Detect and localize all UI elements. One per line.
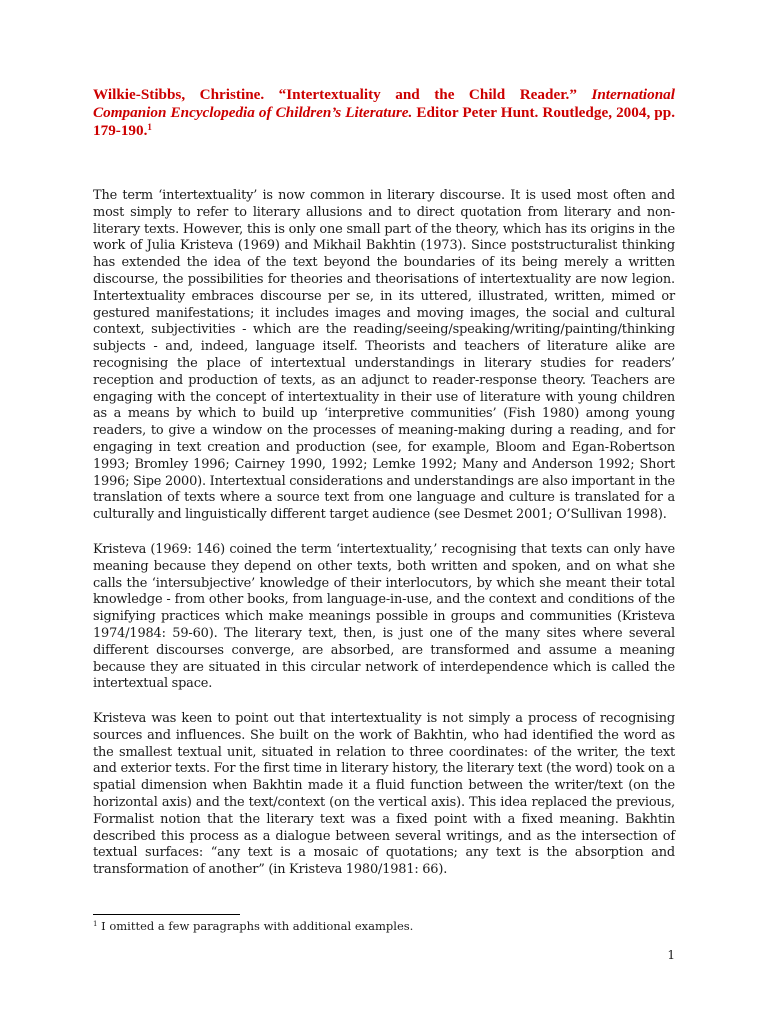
citation-details: Editor Peter Hunt. Routledge, 2004, pp. 179-190. bbox=[93, 104, 675, 139]
citation-article-title: “Intertextuality and the Child Reader.” bbox=[278, 86, 577, 103]
page-number: 1 bbox=[667, 948, 675, 962]
footnote-marker: 1 bbox=[93, 920, 98, 928]
citation-heading bbox=[93, 86, 675, 140]
body-paragraph: Kristeva was keen to point out that intertextuality is not simply a process of recognising sources and influences. She built on the work of Bakhtin, who had identified the word as the smallest textual unit, situated in relation to three coordinates: of the writer, the text and exterior texts. For the first time in literary history, the literary text (the word) took on a spatial dimension when Bakhtin made it a fluid function between the writer/text (on the horizontal axis) and the text/context (on the vertical axis). This idea replaced the previous, Formalist notion that the literary text was a fixed point with a fixed meaning. Bakhtin described this process as a dialogue between several writings, and as the intersection of textual surfaces: “any text is a mosaic of quotations; any text is the absorption and transformation of another” (in Kristeva 1980/1981: 66). bbox=[93, 711, 675, 878]
body-paragraph: Kristeva (1969: 146) coined the term ‘intertextuality,’ recognising that texts can only have meaning because they depend on other texts, both written and spoken, and on what she calls the ‘intersubjective’ knowledge of their interlocutors, by which she meant their total knowledge - from other books, from language-in-use, and the context and conditions of the signifying practices which make meanings possible in groups and communities (Kristeva 1974/1984: 59-60). The literary text, then, is just one of the many sites where several different discourses converge, are absorbed, are transformed and assume a meaning because they are situated in this circular network of interdependence which is called the intertextual space. bbox=[93, 542, 675, 692]
citation-authors: Wilkie-Stibbs, Christine. bbox=[93, 86, 265, 103]
body-paragraph: The term ‘intertextuality’ is now common in literary discourse. It is used most often and most simply to refer to literary allusions and to direct quotation from literary and non-literary texts. However, this is only one small part of the theory, which has its origins in the work of Julia Kristeva (1969) and Mikhail Bakhtin (1973). Since poststructuralist thinking has extended the idea of the text beyond the boundaries of its being merely a written discourse, the possibilities for theories and theorisations of intertextuality are now legion. Intertextuality embraces discourse per se, in its uttered, illustrated, written, mimed or gestured manifestations; it includes images and moving images, the social and cultural context, subjectivities - which are the reading/seeing/speaking/writing/painting/thinking subjects - and, indeed, language itself. Theorists and teachers of literature alike are recognising the place of intertextual understandings in literary studies for readers’ reception and production of texts, as an adjunct to reader-response theory. Teachers are engaging with the concept of intertextuality in their use of literature with young children as a means by which to build up ‘interpretive communities’ (Fish 1980) among young readers, to give a window on the processes of meaning-making during a reading, and for engaging in text creation and production (see, for example, Bloom and Egan-Robertson 1993; Bromley 1996; Cairney 1990, 1992; Lemke 1992; Many and Anderson 1992; Short 1996; Sipe 2000). Intertextual considerations and understandings are also important in the translation of texts where a source text from one language and culture is translated for a culturally and linguistically different target audience (see Desmet 2001; O’Sullivan 1998). bbox=[93, 188, 675, 523]
footnote-divider bbox=[93, 914, 240, 915]
citation-publication: International Companion Encyclopedia of Children’s Literature. bbox=[93, 86, 675, 121]
footnote bbox=[93, 919, 653, 934]
footnote-text: I omitted a few paragraphs with additional examples. bbox=[101, 919, 414, 933]
footnote-reference[interactable]: 1 bbox=[147, 122, 152, 132]
